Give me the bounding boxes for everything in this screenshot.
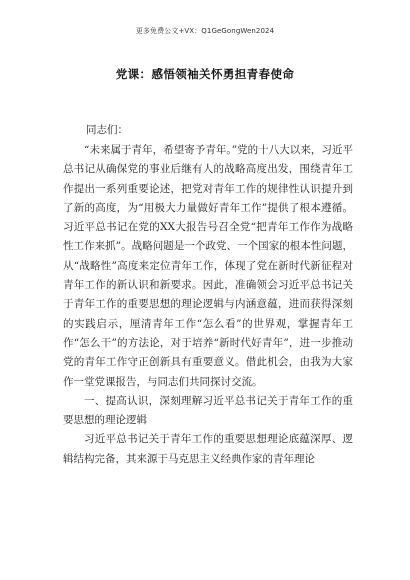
- section-paragraph: 习近平总书记关于青年工作的重要思想理论底蕴深厚、逻辑结构完备，其来源于马克思主义经典作家的青年理论: [63, 433, 353, 465]
- salutation: 同志们：: [86, 124, 128, 136]
- document-title: 党课：感悟领袖关怀勇担青春使命: [115, 67, 295, 81]
- header-note: 更多免费公文+VX：Q1GeGongWen2024: [135, 27, 275, 35]
- body-paragraph: “未来属于青年，希望寄予青年。”党的十八大以来，习近平总书记从确保党的事业后继有人的战略高度出发，围绕青年工作提出一系列重要论述，把党对青年工作的规律性认识提升到了新的高度，为“用极大力量做好青年工作”提供了根本遵循。习近平总书记在党的XX大报告号召全党“把青年工作作为战略性工作来抓”。战略问题是一个政党、一个国家的根本性问题，从“战略性”高度来定位青年工作，体现了党在新时代新征程对青年工作的新认识和新要求。因此，准确领会习近平总书记关于青年工作的重要思想的理论逻辑与内涵意蕴，进而获得深刻的实践启示，厘清青年工作“怎么看”的世界观，掌握青年工作“怎么干”的方法论，对于培养“新时代好青年”，进一步推动党的青年工作守正创新具有重要意义。借此机会，由我为大家作一堂党课报告，与同志们共同探讨交流。: [63, 144, 353, 388]
- section-heading: 一、提高认识，深刻理解习近平总书记关于青年工作的重要思想的理论逻辑: [63, 394, 353, 427]
- document-body: [63, 141, 353, 469]
